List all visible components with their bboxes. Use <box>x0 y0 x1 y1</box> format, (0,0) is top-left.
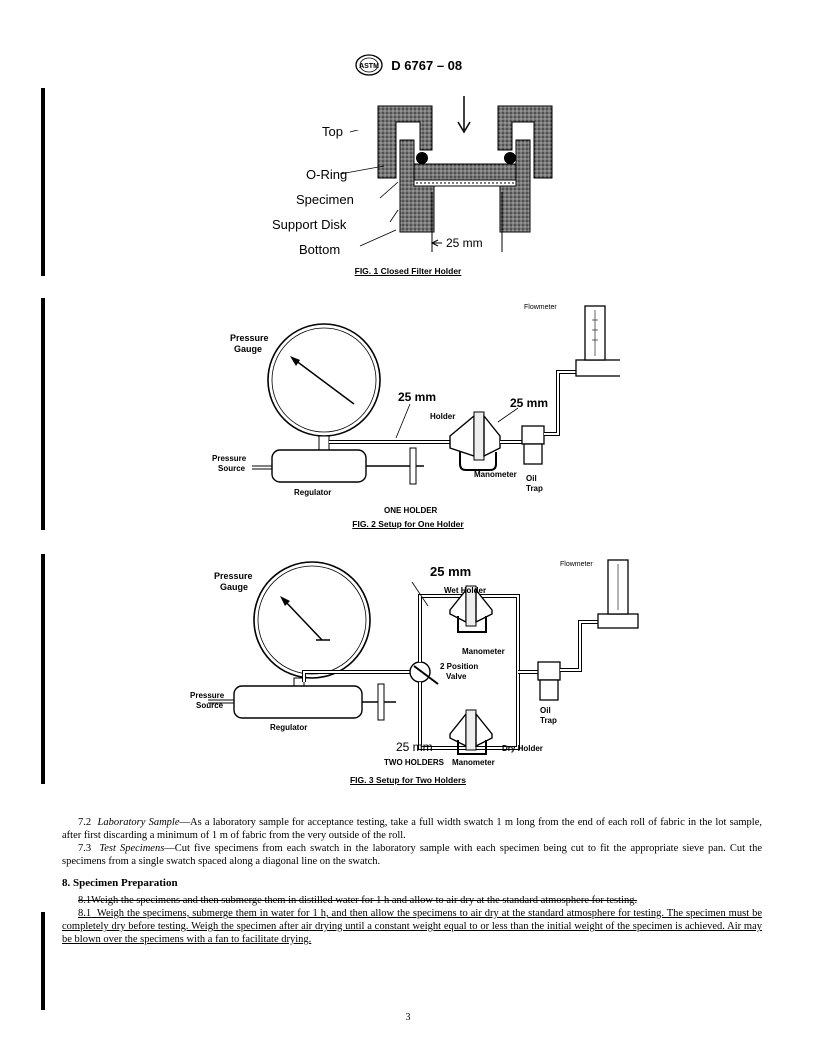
label-oil: Oil <box>540 706 551 715</box>
standard-designation: D 6767 – 08 <box>391 57 463 73</box>
inserted-paragraph-8-1: 8.1 Weigh the specimens, submerge them in water for 1 h, and then allow the specimens to air dry at the standard atmosphere for testing. The specimen must be completely dry before testing. Weigh the specimen after air drying until a constant weight equal to or less than the initial weight of the specimen is achieved. Air may be blown over the specimens with a fan to facilitate drying. <box>62 908 762 945</box>
label-manometer: Manometer <box>474 470 517 479</box>
label-25mm-top: 25 mm <box>430 564 472 579</box>
deleted-paragraph-8-1: 8.1Weigh the specimens and then submerge them in distilled water for 1 h and allow to air dry at the standard atmosphere for testing. <box>78 895 638 906</box>
label-gauge: Gauge <box>220 582 249 592</box>
label-bottom: Bottom <box>299 242 341 257</box>
label-pressure-source-1: Pressure <box>212 454 247 463</box>
paragraph-7-3: 7.3 Test Specimens—Cut five specimens from each swatch in the laboratory sample with each specimen being cut to fit the appropriate sieve pan. Cut the specimens from a single swatch spaced along a diagonal line on the swatch. <box>62 843 762 867</box>
section-8-heading: 8. Specimen Preparation <box>62 877 178 889</box>
label-o-ring: O-Ring <box>306 167 348 182</box>
label-regulator: Regulator <box>270 723 308 732</box>
label-specimen: Specimen <box>296 192 354 207</box>
svg-text:ASTM: ASTM <box>358 63 379 70</box>
change-bar <box>41 912 45 1010</box>
label-pressure-source-1: Pressure <box>190 691 225 700</box>
label-oil: Oil <box>526 474 537 483</box>
label-gauge: Gauge <box>234 344 263 354</box>
label-wet-holder: Wet Holder <box>444 586 487 595</box>
label-support-disk: Support Disk <box>272 217 347 232</box>
document-header <box>0 54 816 76</box>
label-trap: Trap <box>526 484 543 493</box>
change-bar <box>41 554 45 784</box>
term-test-specimens: Test Specimens <box>99 843 165 854</box>
label-manometer-bottom: Manometer <box>452 758 495 767</box>
section-8-text <box>62 894 762 946</box>
leader-lines <box>340 130 400 250</box>
label-25mm-right: 25 mm <box>510 396 549 410</box>
label-dimension: 25 mm <box>446 236 483 250</box>
label-dry-holder: Dry Holder <box>502 744 543 753</box>
label-holder: Holder <box>430 412 456 421</box>
label-pressure: Pressure <box>214 571 253 581</box>
term-laboratory-sample: Laboratory Sample <box>97 817 180 828</box>
section-7-text <box>62 816 762 868</box>
change-bar <box>41 298 45 530</box>
figure-2-caption: FIG. 2 Setup for One Holder <box>352 519 464 529</box>
figure-1-caption: FIG. 1 Closed Filter Holder <box>354 266 462 276</box>
figure-3-caption: FIG. 3 Setup for Two Holders <box>349 775 467 785</box>
label-one-holder: ONE HOLDER <box>384 506 438 515</box>
label-two-holders: TWO HOLDERS <box>384 758 444 767</box>
label-regulator: Regulator <box>294 488 332 497</box>
one-holder-setup-drawing <box>200 300 620 510</box>
label-valve-2: Valve <box>446 672 467 681</box>
paragraph-7-2: 7.2 Laboratory Sample—As a laboratory sample for acceptance testing, take a full width swatch 1 m long from the end of each roll of fabric in the lot sample, after first discarding a minimum of 1 m of fabric from the very outside of the roll. <box>62 817 763 841</box>
label-pressure: Pressure <box>230 333 269 343</box>
label-pressure-source-2: Source <box>196 701 224 710</box>
label-flowmeter: Flowmeter <box>524 304 557 311</box>
label-top: Top <box>322 124 343 139</box>
page-number: 3 <box>405 1012 411 1023</box>
astm-logo-icon <box>354 54 384 76</box>
two-holder-setup-drawing <box>180 556 640 766</box>
label-manometer-top: Manometer <box>462 647 505 656</box>
label-valve-1: 2 Position <box>440 662 479 671</box>
label-25mm-bottom: 25 mm <box>396 740 433 754</box>
label-pressure-source-2: Source <box>218 464 246 473</box>
label-trap: Trap <box>540 716 557 725</box>
label-25mm-left: 25 mm <box>398 390 437 404</box>
label-flowmeter: Flowmeter <box>560 561 593 568</box>
change-bar <box>41 88 45 276</box>
